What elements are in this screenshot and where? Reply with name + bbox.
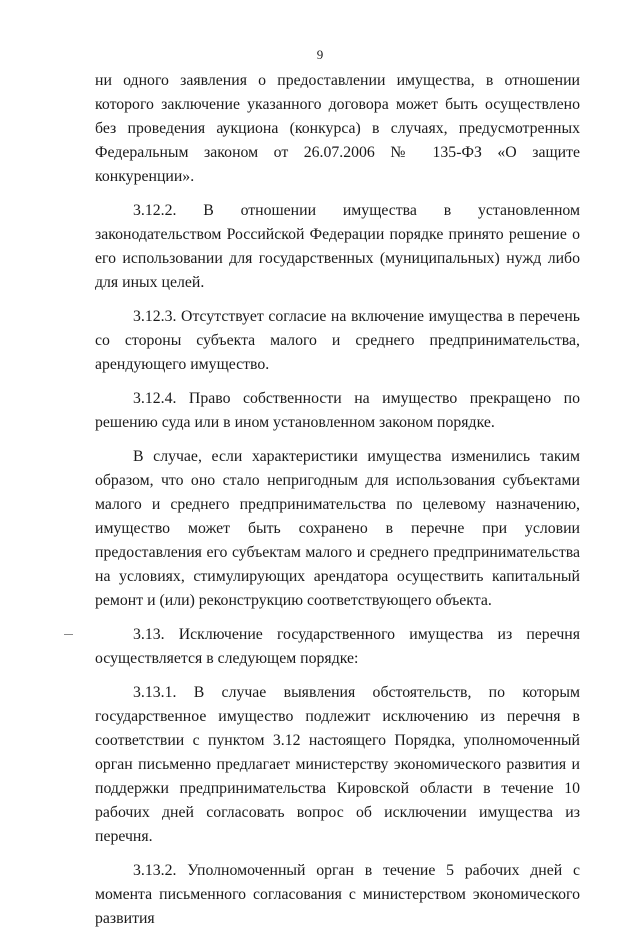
paragraph-continuation: ни одного заявления о предоставлении имущества, в отношении которого заключение указанного договора может быть осуществлено без проведения аукциона (конкурса) в случаях, предусмотренных Федеральным законом от 26.07.2006 № 135-ФЗ «О защите конкуренции». — [95, 72, 580, 185]
page-number: 9 — [316, 47, 324, 62]
paragraph-3-13: 3.13. Исключение государственного имущества из перечня осуществляется в следующем порядке: — [95, 626, 580, 667]
paragraph-3-13-2: 3.13.2. Уполномоченный орган в течение 5 рабочих дней с момента письменного согласования с министерством экономического развития — [95, 862, 580, 927]
paragraph-3-13-1: 3.13.1. В случае выявления обстоятельств, по которым государственное имущество подлежит исключению из перечня в соответствии с пунктом 3.12 настоящего Порядка, уполномоченный орган письменно предлагает министерству экономического развития и поддержки предпринимательства Кировской области в течение 10 рабочих дней согласовать вопрос об исключении имущества из перечня. — [95, 684, 580, 845]
document-body — [95, 69, 580, 931]
scan-mark — [64, 634, 73, 635]
paragraph-property-characteristics: В случае, если характеристики имущества изменились таким образом, что оно стало непригодным для использования субъектами малого и среднего предпринимательства по целевому назначению, имущество может быть сохранено в перечне при условии предоставления его субъектам малого и среднего предпринимательства на условиях, стимулирующих арендатора осуществить капитальный ремонт и (или) реконструкцию соответствующего объекта. — [95, 448, 580, 609]
paragraph-3-12-4: 3.12.4. Право собственности на имущество прекращено по решению суда или в ином установленном законом порядке. — [95, 390, 580, 431]
paragraph-3-12-2: 3.12.2. В отношении имущества в установленном законодательством Российской Федерации порядке принято решение о его использовании для государственных (муниципальных) нужд либо для иных целей. — [95, 202, 580, 291]
paragraph-3-12-3: 3.12.3. Отсутствует согласие на включение имущества в перечень со стороны субъекта малого и среднего предпринимательства, арендующего имущество. — [95, 308, 580, 373]
